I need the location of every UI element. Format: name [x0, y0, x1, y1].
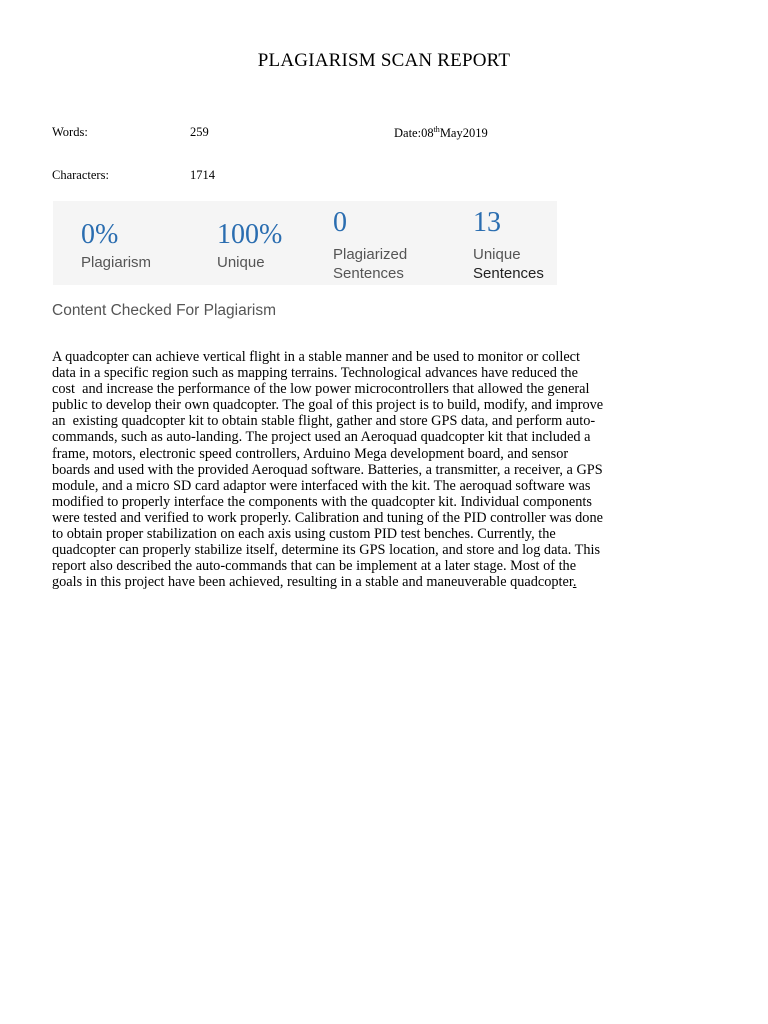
unique-label: Unique: [217, 254, 265, 271]
content-line: data in a specific region such as mapping terrains. Technological advances have reduced the: [52, 365, 578, 382]
content-final-punct: .: [572, 574, 577, 591]
plagiarized-sentences-label-1: Plagiarized: [333, 246, 408, 263]
characters-label: Characters:: [52, 168, 109, 182]
report-title: PLAGIARISM SCAN REPORT: [257, 50, 511, 71]
date-suffix: th: [433, 125, 440, 134]
plagiarized-sentences-label-2: Sentences: [333, 265, 404, 282]
content-line: module, and a micro SD card adaptor were interfaced with the kit. The aeroquad software was: [52, 477, 591, 494]
unique-percent: 100%: [217, 219, 283, 250]
date-day: 08: [421, 126, 434, 140]
characters-value: 1714: [190, 168, 215, 182]
unique-sentences-label-1: Unique: [473, 246, 521, 263]
content-line: modified to properly interface the components with the quadcopter kit. Individual components: [52, 493, 592, 510]
content-line: cost and increase the performance of the low power microcontrollers that allowed the general: [52, 381, 590, 398]
date-label: Date:: [394, 126, 422, 140]
content-line: an existing quadcopter kit to obtain stable flight, gather and store GPS data, and perform auto-: [52, 413, 596, 430]
content-line: goals in this project have been achieved, resulting in a stable and maneuverable quadcopter: [52, 574, 573, 591]
report-date: [394, 125, 488, 141]
content-body: [52, 349, 718, 590]
content-line: quadcopter can properly stabilize itself, determine its GPS location, and store and log data. This: [52, 542, 601, 559]
content-line: public to develop their own quadcopter. The goal of this project is to build, modify, and improve: [52, 397, 604, 414]
words-label: Words:: [52, 125, 88, 139]
stat-plagiarized-sentences: [333, 209, 407, 283]
plagiarism-percent: 0%: [81, 219, 119, 250]
plagiarized-sentences-count: 0: [333, 207, 347, 238]
date-rest: May2019: [439, 126, 488, 140]
unique-sentences-label-2: [473, 264, 544, 283]
content-line: A quadcopter can achieve vertical flight in a stable manner and be used to monitor or collect: [52, 349, 580, 365]
unique-sentences-label-2-text: Sentences: [473, 265, 544, 282]
content-line: commands, such as auto-landing. The project used an Aeroquad quadcopter kit that included a: [52, 429, 591, 446]
content-line-last: [52, 574, 718, 590]
content-line: frame, motors, electronic speed controllers, Arduino Mega development board, and sensor: [52, 445, 569, 462]
content-line: were tested and verified to work properly. Calibration and tuning of the PID controller was done: [52, 509, 603, 526]
stats-panel: [53, 201, 557, 285]
plagiarism-label: Plagiarism: [81, 254, 152, 271]
unique-sentences-count: 13: [473, 207, 501, 238]
content-line: to obtain proper stabilization on each axis using custom PID test benches. Currently, the: [52, 526, 556, 543]
content-line: boards and used with the provided Aeroquad software. Batteries, a transmitter, a receiver, a GPS: [52, 461, 603, 478]
words-value: 259: [190, 125, 209, 139]
content-heading: Content Checked For Plagiarism: [52, 302, 276, 319]
stat-unique-sentences: [473, 209, 544, 283]
content-line: report also described the auto-commands that can be implement at a later stage. Most of the: [52, 558, 577, 575]
stat-unique: [217, 221, 282, 272]
stat-plagiarism: [81, 221, 151, 272]
